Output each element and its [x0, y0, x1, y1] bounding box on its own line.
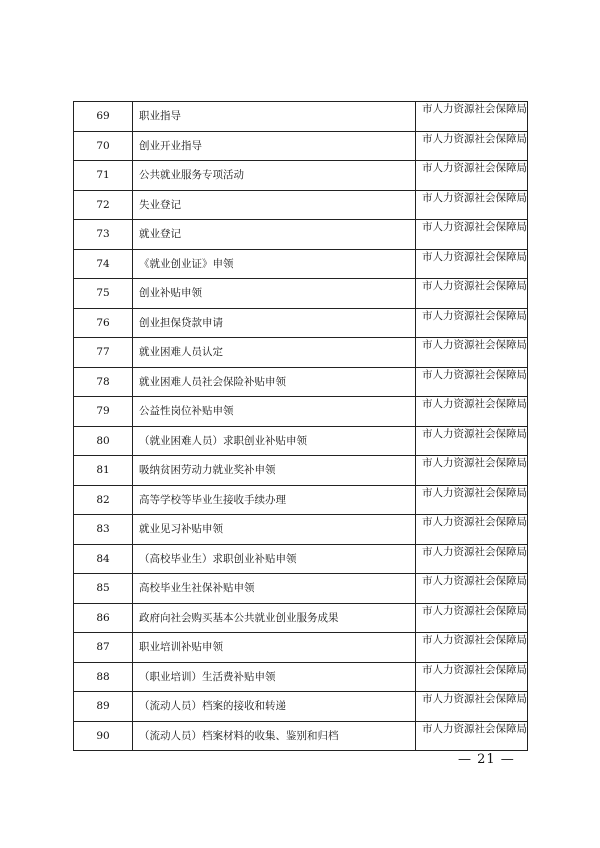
row-number: 88: [74, 662, 133, 692]
responsible-department: 市人力资源社会保障局: [416, 131, 528, 161]
responsible-department: 市人力资源社会保障局: [416, 338, 528, 368]
service-item-name: 就业困难人员社会保险补贴申领: [133, 367, 416, 397]
service-item-name: 职业培训补贴申领: [133, 633, 416, 663]
service-item-name: 就业困难人员认定: [133, 338, 416, 368]
service-item-name: 吸纳贫困劳动力就业奖补申领: [133, 456, 416, 486]
service-item-name: 创业补贴申领: [133, 279, 416, 309]
row-number: 87: [74, 633, 133, 663]
service-item-name: （就业困难人员）求职创业补贴申领: [133, 426, 416, 456]
table-row: [74, 574, 528, 604]
row-number: 90: [74, 721, 133, 751]
table-row: [74, 662, 528, 692]
table-row: [74, 692, 528, 722]
responsible-department: 市人力资源社会保障局: [416, 515, 528, 545]
table-row: [74, 456, 528, 486]
responsible-department: 市人力资源社会保障局: [416, 220, 528, 250]
row-number: 78: [74, 367, 133, 397]
row-number: 81: [74, 456, 133, 486]
service-items-table: [73, 101, 528, 751]
row-number: 85: [74, 574, 133, 604]
service-item-name: 公益性岗位补贴申领: [133, 397, 416, 427]
service-item-name: 就业见习补贴申领: [133, 515, 416, 545]
table-row: [74, 544, 528, 574]
service-item-name: 创业开业指导: [133, 131, 416, 161]
table-row: [74, 367, 528, 397]
responsible-department: 市人力资源社会保障局: [416, 456, 528, 486]
responsible-department: 市人力资源社会保障局: [416, 662, 528, 692]
service-item-name: 政府向社会购买基本公共就业创业服务成果: [133, 603, 416, 633]
table-row: [74, 603, 528, 633]
table-row: [74, 338, 528, 368]
responsible-department: 市人力资源社会保障局: [416, 161, 528, 191]
service-item-name: 《就业创业证》申领: [133, 249, 416, 279]
service-item-name: 公共就业服务专项活动: [133, 161, 416, 191]
row-number: 82: [74, 485, 133, 515]
table-row: [74, 397, 528, 427]
responsible-department: 市人力资源社会保障局: [416, 603, 528, 633]
responsible-department: 市人力资源社会保障局: [416, 397, 528, 427]
row-number: 73: [74, 220, 133, 250]
responsible-department: 市人力资源社会保障局: [416, 279, 528, 309]
service-item-name: （流动人员）档案的接收和转递: [133, 692, 416, 722]
responsible-department: 市人力资源社会保障局: [416, 544, 528, 574]
row-number: 89: [74, 692, 133, 722]
row-number: 86: [74, 603, 133, 633]
service-item-name: 职业指导: [133, 102, 416, 132]
table-row: [74, 249, 528, 279]
row-number: 76: [74, 308, 133, 338]
table-row: [74, 485, 528, 515]
table-row: [74, 102, 528, 132]
row-number: 71: [74, 161, 133, 191]
responsible-department: 市人力资源社会保障局: [416, 102, 528, 132]
table-body: [74, 102, 528, 751]
row-number: 69: [74, 102, 133, 132]
row-number: 77: [74, 338, 133, 368]
responsible-department: 市人力资源社会保障局: [416, 249, 528, 279]
row-number: 72: [74, 190, 133, 220]
table-row: [74, 721, 528, 751]
service-item-name: （职业培训）生活费补贴申领: [133, 662, 416, 692]
table-row: [74, 131, 528, 161]
service-item-name: （流动人员）档案材料的收集、鉴别和归档: [133, 721, 416, 751]
service-item-name: 就业登记: [133, 220, 416, 250]
service-item-name: （高校毕业生）求职创业补贴申领: [133, 544, 416, 574]
table-row: [74, 515, 528, 545]
row-number: 74: [74, 249, 133, 279]
responsible-department: 市人力资源社会保障局: [416, 574, 528, 604]
table-row: [74, 633, 528, 663]
responsible-department: 市人力资源社会保障局: [416, 367, 528, 397]
responsible-department: 市人力资源社会保障局: [416, 308, 528, 338]
service-item-name: 创业担保贷款申请: [133, 308, 416, 338]
table-row: [74, 161, 528, 191]
service-item-name: 高等学校等毕业生接收手续办理: [133, 485, 416, 515]
table-row: [74, 279, 528, 309]
service-item-name: 高校毕业生社保补贴申领: [133, 574, 416, 604]
table-row: [74, 308, 528, 338]
row-number: 84: [74, 544, 133, 574]
row-number: 83: [74, 515, 133, 545]
table-row: [74, 426, 528, 456]
row-number: 79: [74, 397, 133, 427]
row-number: 75: [74, 279, 133, 309]
row-number: 80: [74, 426, 133, 456]
row-number: 70: [74, 131, 133, 161]
responsible-department: 市人力资源社会保障局: [416, 692, 528, 722]
responsible-department: 市人力资源社会保障局: [416, 485, 528, 515]
responsible-department: 市人力资源社会保障局: [416, 426, 528, 456]
responsible-department: 市人力资源社会保障局: [416, 190, 528, 220]
responsible-department: 市人力资源社会保障局: [416, 633, 528, 663]
table-row: [74, 190, 528, 220]
page-number: — 21 —: [458, 752, 515, 767]
responsible-department: 市人力资源社会保障局: [416, 721, 528, 751]
table-row: [74, 220, 528, 250]
service-item-name: 失业登记: [133, 190, 416, 220]
